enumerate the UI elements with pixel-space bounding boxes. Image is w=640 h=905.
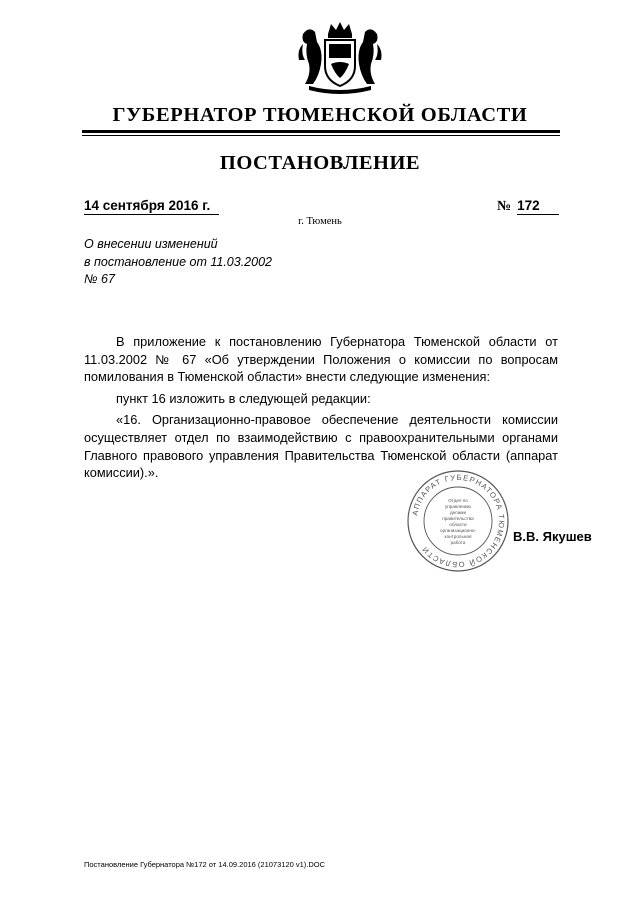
document-subject xyxy=(84,236,384,289)
document-number xyxy=(497,198,559,215)
header-rule-thick xyxy=(82,130,560,133)
official-stamp xyxy=(406,469,510,573)
coat-of-arms-emblem xyxy=(295,20,385,96)
signer-name: В.В. Якушев xyxy=(513,529,592,544)
subject-line: № 67 xyxy=(84,272,115,286)
number-sign: № xyxy=(497,199,512,214)
header-rule-thin xyxy=(82,135,560,136)
body-paragraph: пункт 16 изложить в следующей редакции: xyxy=(116,390,371,406)
document-body xyxy=(84,333,558,482)
stamp-ring-text: АППАРАТ ГУБЕРНАТОРА ТЮМЕНСКОЙ ОБЛАСТИ xyxy=(410,472,507,570)
stamp-inner-line: правительства xyxy=(442,516,474,521)
number-value: 172 xyxy=(517,198,559,215)
stamp-inner-line: работа xyxy=(450,540,466,545)
body-paragraph: В приложение к постановлению Губернатора Тюменской области от 11.03.2002 № 67 «Об утверждении Положения о комиссии по вопросам помилования в Тюменской области» внести следующие изменения: xyxy=(84,334,558,385)
document-footer: Постановление Губернатора №172 от 14.09.2016 (21073120 v1).DOC xyxy=(84,860,326,869)
authority-title: ГУБЕРНАТОР ТЮМЕНСКОЙ ОБЛАСТИ xyxy=(112,104,528,126)
body-paragraph: «16. Организационно-правовое обеспечение деятельности комиссии осуществляет отдел по взаимодействию с правоохранительными органами Главного правового управления Правительства Тюменской области (аппарат комиссии).». xyxy=(84,412,558,481)
stamp-inner-line: организационно- xyxy=(440,528,476,533)
document-date: 14 сентября 2016 г. xyxy=(84,198,219,215)
subject-line: в постановление от 11.03.2002 xyxy=(84,254,272,269)
document-city: г. Тюмень xyxy=(298,216,342,227)
subject-line: О внесении изменений xyxy=(84,237,218,251)
stamp-inner-line: области xyxy=(449,522,467,527)
stamp-inner-line: делами xyxy=(449,510,467,515)
stamp-inner-line: Отдел по xyxy=(448,498,468,503)
stamp-inner-line: контрольная xyxy=(444,534,472,539)
stamp-inner-line: управлению xyxy=(444,504,472,509)
document-type-title: ПОСТАНОВЛЕНИЕ xyxy=(219,152,421,174)
